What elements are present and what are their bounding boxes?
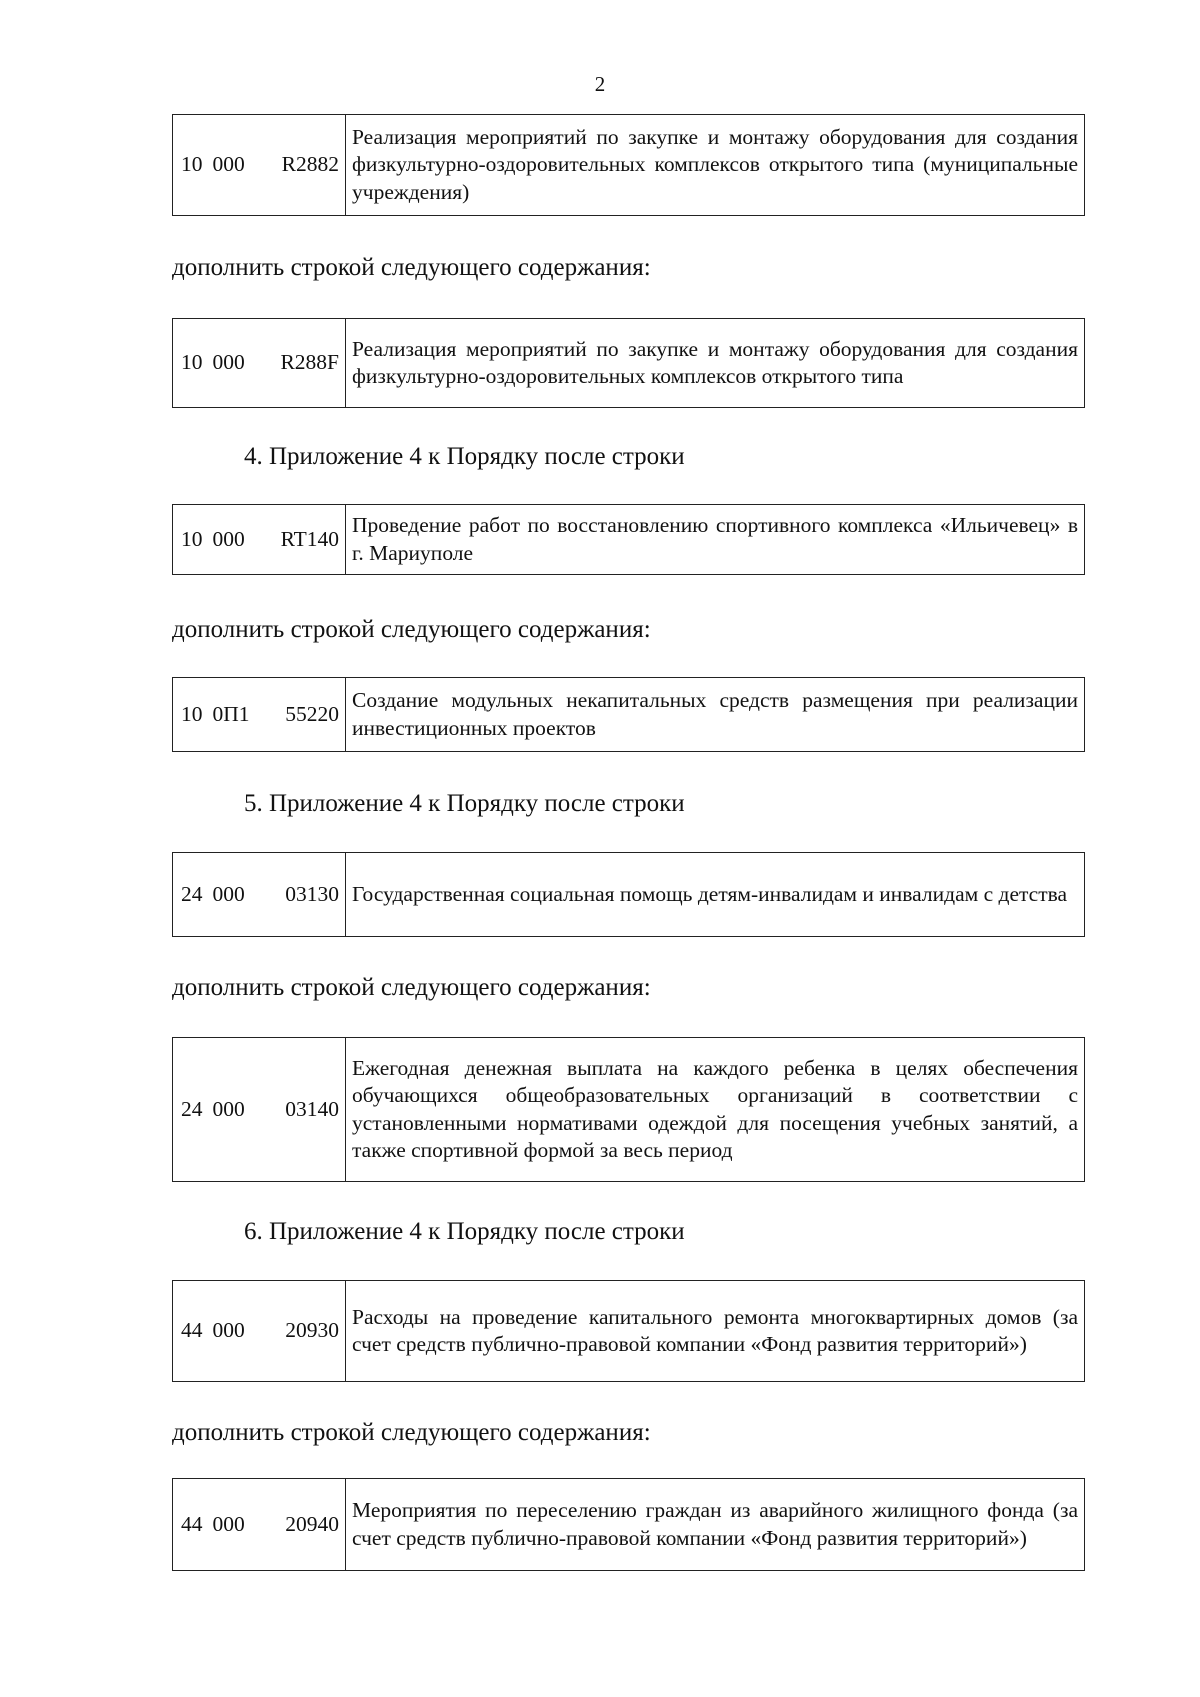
- section-heading: 6. Приложение 4 к Порядку после строки: [244, 1218, 685, 1245]
- budget-code-table: [172, 1478, 1085, 1571]
- code-part-b: 000: [212, 350, 245, 375]
- budget-code-table: [172, 677, 1085, 752]
- table-row: [173, 1038, 1085, 1182]
- section-heading: 5. Приложение 4 к Порядку после строки: [244, 790, 685, 817]
- code-cell: [173, 319, 346, 408]
- table-row: [173, 115, 1085, 216]
- budget-code-table: [172, 504, 1085, 575]
- description-cell: Ежегодная денежная выплата на каждого ребенка в целях обеспечения обучающихся общеобразовательных организаций в соответствии с установленными нормативами одеждой для посещения учебных занятий, а также спортивной формой за весь период: [346, 1038, 1085, 1182]
- code-part-a: 10: [181, 350, 203, 375]
- instruction-text: дополнить строкой следующего содержания:: [172, 1419, 651, 1446]
- code-part-b: 000: [212, 1318, 245, 1343]
- budget-code-table: [172, 114, 1085, 216]
- code-part-b: 000: [212, 526, 245, 551]
- instruction-text: дополнить строкой следующего содержания:: [172, 254, 651, 281]
- code-part-a: 10: [181, 526, 203, 551]
- section-heading: 4. Приложение 4 к Порядку после строки: [244, 443, 685, 470]
- code-part-c: R288F: [280, 350, 339, 375]
- code-part-c: 20940: [285, 1511, 339, 1536]
- code-cell: [173, 853, 346, 937]
- description-cell: Реализация мероприятий по закупке и монтажу оборудования для создания физкультурно-оздоровительных комплексов открытого типа: [346, 319, 1085, 408]
- code-part-c: 20930: [285, 1318, 339, 1343]
- code-part-c: 03130: [285, 881, 339, 906]
- code-part-b: 000: [212, 1511, 245, 1536]
- code-cell: [173, 115, 346, 216]
- code-part-a: 24: [181, 881, 203, 906]
- description-cell: Создание модульных некапитальных средств размещения при реализации инвестиционных проектов: [346, 678, 1085, 752]
- table-row: [173, 319, 1085, 408]
- budget-code-table: [172, 1037, 1085, 1182]
- description-cell: Расходы на проведение капитального ремонта многоквартирных домов (за счет средств публично-правовой компании «Фонд развития территорий»): [346, 1281, 1085, 1382]
- code-part-a: 10: [181, 152, 203, 177]
- code-part-b: 000: [212, 881, 245, 906]
- description-cell: Государственная социальная помощь детям-инвалидам и инвалидам с детства: [346, 853, 1085, 937]
- code-part-c: 55220: [285, 701, 339, 726]
- budget-code-table: [172, 1280, 1085, 1382]
- code-part-b: 000: [212, 1096, 245, 1121]
- description-cell: Реализация мероприятий по закупке и монтажу оборудования для создания физкультурно-оздоровительных комплексов открытого типа (муниципальные учреждения): [346, 115, 1085, 216]
- table-row: [173, 505, 1085, 575]
- code-cell: [173, 678, 346, 752]
- code-part-c: 03140: [285, 1096, 339, 1121]
- description-cell: Проведение работ по восстановлению спортивного комплекса «Ильичевец» в г. Мариуполе: [346, 505, 1085, 575]
- code-cell: [173, 1479, 346, 1571]
- code-part-b: 0П1: [212, 701, 250, 726]
- page-number: 2: [594, 72, 606, 96]
- instruction-text: дополнить строкой следующего содержания:: [172, 616, 651, 643]
- code-cell: [173, 505, 346, 575]
- code-part-a: 10: [181, 701, 203, 726]
- table-row: [173, 1281, 1085, 1382]
- code-part-a: 44: [181, 1318, 203, 1343]
- table-row: [173, 678, 1085, 752]
- code-part-c: R2882: [281, 152, 339, 177]
- code-part-b: 000: [212, 152, 245, 177]
- code-part-a: 44: [181, 1511, 203, 1536]
- code-part-c: RT140: [280, 526, 339, 551]
- table-row: [173, 1479, 1085, 1571]
- budget-code-table: [172, 318, 1085, 408]
- code-part-a: 24: [181, 1096, 203, 1121]
- code-cell: [173, 1281, 346, 1382]
- instruction-text: дополнить строкой следующего содержания:: [172, 974, 651, 1001]
- code-cell: [173, 1038, 346, 1182]
- description-cell: Мероприятия по переселению граждан из аварийного жилищного фонда (за счет средств публично-правовой компании «Фонд развития территорий»): [346, 1479, 1085, 1571]
- budget-code-table: [172, 852, 1085, 937]
- table-row: [173, 853, 1085, 937]
